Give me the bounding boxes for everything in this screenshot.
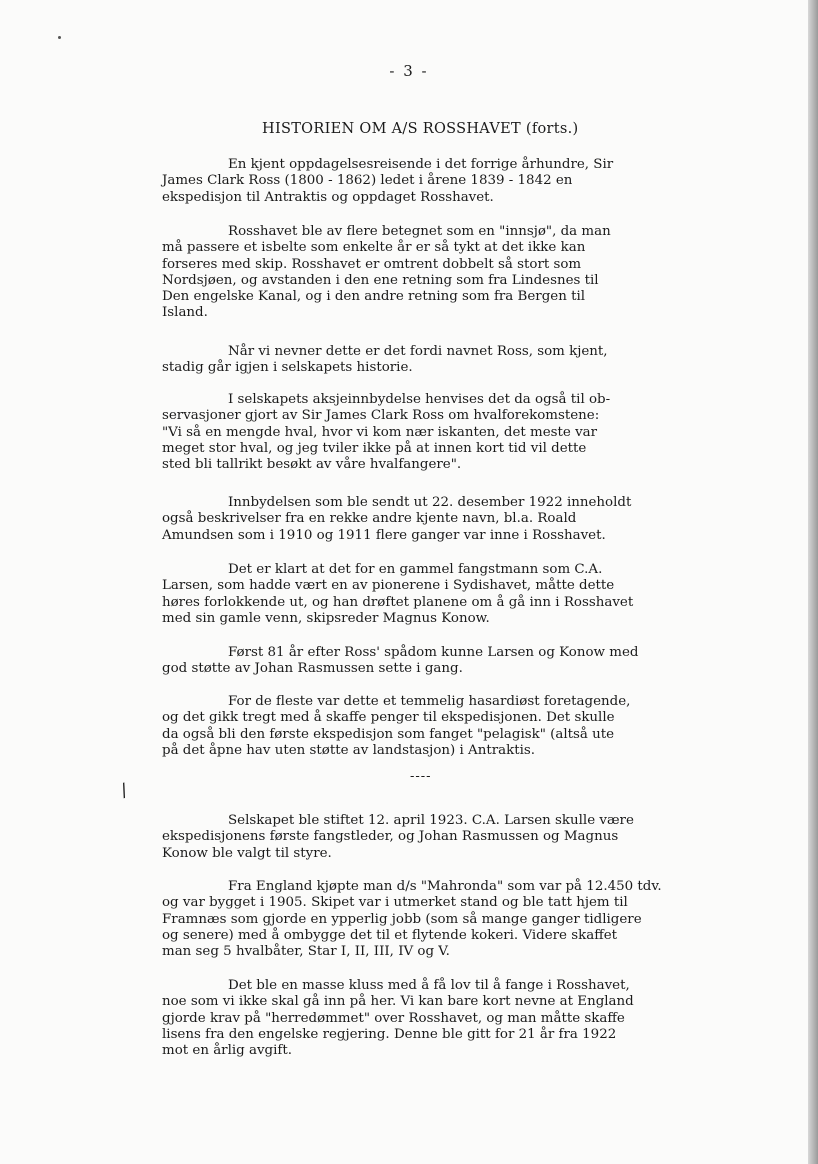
text-line: gjorde krav på "herredømmet" over Rosshavet, og man måtte skaffe	[162, 1010, 625, 1026]
text-line: man seg 5 hvalbåter, Star I, II, III, IV og V.	[162, 944, 450, 960]
text-line: meget stor hval, og jeg tviler ikke på at innen kort tid vil dette	[162, 440, 587, 456]
text-line: ekspedisjonens første fangstleder, og Johan Rasmussen og Magnus	[162, 829, 619, 845]
text-line: I selskapets aksjeinnbydelse henvises det da også til ob-	[228, 392, 611, 407]
paragraph-6	[162, 562, 762, 627]
speck-mark	[58, 36, 61, 39]
paragraph-3	[162, 344, 762, 377]
text-line: Innbydelsen som ble sendt ut 22. desember 1922 inneholdt	[228, 495, 632, 510]
text-line: Når vi nevner dette er det fordi navnet Ross, som kjent,	[228, 344, 608, 359]
text-line: må passere et isbelte som enkelte år er så tykt at det ikke kan	[162, 240, 586, 256]
text-line: høres forlokkende ut, og han drøftet planene om å gå inn i Rosshavet	[162, 594, 634, 610]
text-line: For de fleste var dette et temmelig hasardiøst foretagende,	[228, 694, 631, 709]
text-line: Fra England kjøpte man d/s "Mahronda" som var på 12.450 tdv.	[228, 879, 662, 894]
section-divider: ----	[410, 769, 432, 784]
text-line: og var bygget i 1905. Skipet var i utmerket stand og ble tatt hjem til	[162, 895, 628, 911]
text-line: Konow ble valgt til styre.	[162, 845, 332, 861]
text-line: mot en årlig avgift.	[162, 1043, 292, 1059]
text-line: Island.	[162, 305, 208, 321]
paragraph-9	[162, 813, 762, 862]
text-line: Rosshavet ble av flere betegnet som en "innsjø", da man	[228, 224, 611, 239]
paragraph-10	[162, 879, 762, 960]
text-line: ekspedisjon til Antraktis og oppdaget Rosshavet.	[162, 189, 494, 205]
text-line: og det gikk tregt med å skaffe penger til ekspedisjonen. Det skulle	[162, 710, 615, 726]
paragraph-8	[162, 694, 762, 759]
text-line: da også bli den første ekspedisjon som fanget "pelagisk" (altså ute	[162, 726, 615, 742]
text-line: Det ble en masse kluss med å få lov til å fange i Rosshavet,	[228, 978, 630, 993]
text-line: En kjent oppdagelsesreisende i det forrige århundre, Sir	[228, 157, 614, 172]
page-number: - 3 -	[389, 62, 429, 80]
text-line: Først 81 år efter Ross' spådom kunne Larsen og Konow med	[228, 645, 639, 660]
text-line: Selskapet ble stiftet 12. april 1923. C.A. Larsen skulle være	[228, 813, 634, 828]
text-line: noe som vi ikke skal gå inn på her. Vi kan bare kort nevne at England	[162, 994, 634, 1010]
text-line: stadig går igjen i selskapets historie.	[162, 360, 413, 376]
paragraph-5	[162, 495, 762, 544]
text-line: forseres med skip. Rosshavet er omtrent dobbelt så stort som	[162, 256, 582, 272]
text-line: servasjoner gjort av Sir James Clark Ross om hvalforekomstene:	[162, 408, 600, 424]
text-line: også beskrivelser fra en rekke andre kjente navn, bl.a. Roald	[162, 511, 577, 527]
pencil-tick-mark: ∕	[117, 779, 131, 802]
text-line: James Clark Ross (1800 - 1862) ledet i årene 1839 - 1842 en	[162, 173, 573, 189]
text-line: "Vi så en mengde hval, hvor vi kom nær iskanten, det meste var	[162, 424, 598, 440]
paragraph-7	[162, 645, 762, 678]
text-line: sted bli tallrikt besøkt av våre hvalfangere".	[162, 457, 462, 473]
paragraph-2	[162, 224, 762, 322]
section-heading: HISTORIEN OM A/S ROSSHAVET (forts.)	[262, 121, 579, 137]
text-line: Larsen, som hadde vært en av pionerene i Sydishavet, måtte dette	[162, 578, 615, 594]
text-line: lisens fra den engelske regjering. Denne ble gitt for 21 år fra 1922	[162, 1026, 617, 1042]
text-line: på det åpne hav uten støtte av landstasjon) i Antraktis.	[162, 742, 536, 758]
paragraph-1	[162, 157, 762, 206]
text-line: Nordsjøen, og avstanden i den ene retning som fra Lindesnes til	[162, 272, 599, 288]
text-line: Den engelske Kanal, og i den andre retning som fra Bergen til	[162, 289, 586, 305]
text-line: Framnæs som gjorde en ypperlig jobb (som så mange ganger tidligere	[162, 911, 642, 927]
text-line: med sin gamle venn, skipsreder Magnus Konow.	[162, 610, 490, 626]
text-line: og senere) med å ombygge det til et flytende kokeri. Videre skaffet	[162, 927, 618, 943]
paragraph-4	[162, 392, 762, 473]
text-line: Amundsen som i 1910 og 1911 flere ganger var inne i Rosshavet.	[162, 527, 606, 543]
paragraph-11	[162, 978, 762, 1059]
text-line: god støtte av Johan Rasmussen sette i gang.	[162, 661, 463, 677]
text-line: Det er klart at det for en gammel fangstmann som C.A.	[228, 562, 603, 577]
page-edge-shadow	[808, 0, 818, 1164]
